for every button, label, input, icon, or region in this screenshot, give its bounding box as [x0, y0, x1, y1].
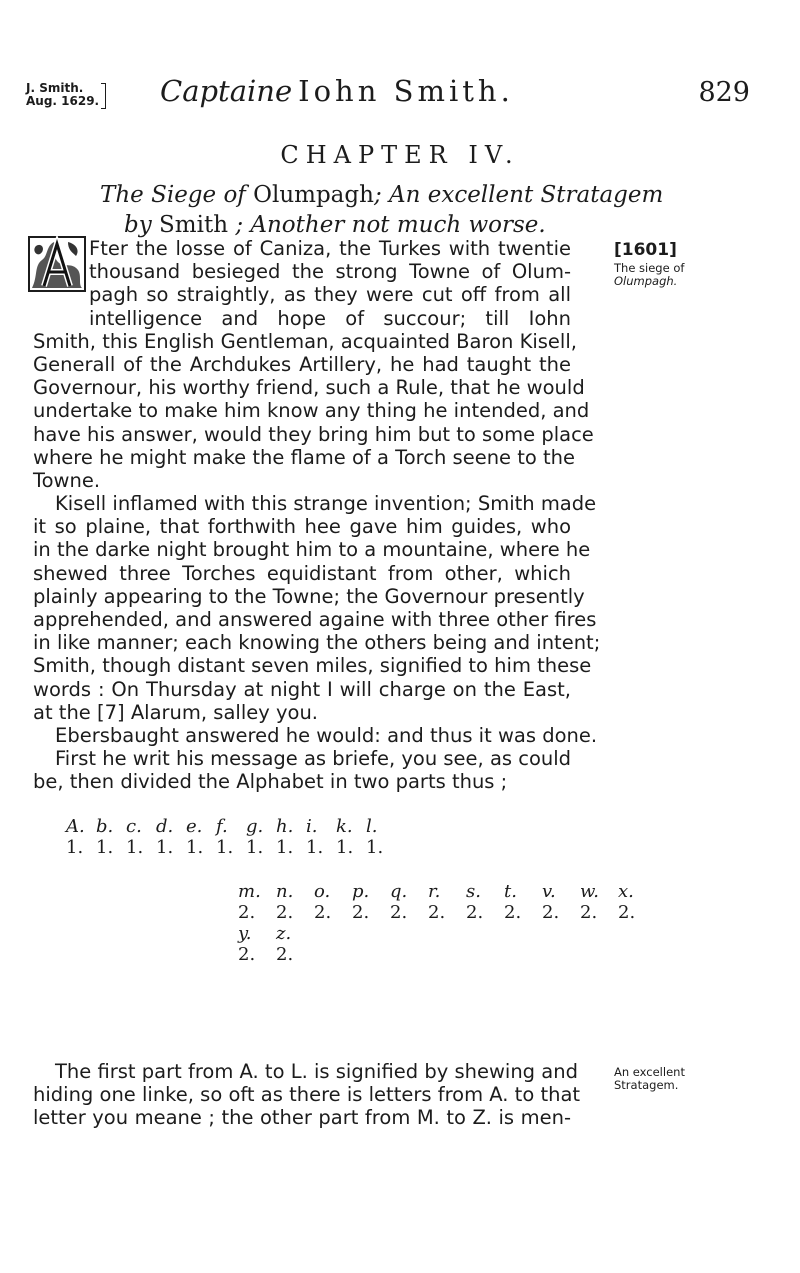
cipher-table-row-2 — [238, 881, 656, 965]
text-line: in like manner; each knowing the others being and intent; — [33, 631, 601, 655]
cipher-code: 2. — [580, 902, 598, 923]
cipher-letter: d. — [156, 816, 174, 837]
text-line: Smith, this English Gentleman, acquainted Baron Kisell, — [33, 329, 577, 353]
cipher-letters — [66, 816, 396, 837]
cipher-code: 1. — [336, 837, 354, 858]
subtitle-part: ; An excellent Stratagem — [373, 182, 664, 208]
cipher-code: 1. — [216, 837, 234, 858]
cipher-letter: v. — [542, 881, 556, 902]
cipher-codes — [238, 944, 656, 965]
subtitle-line-1 — [100, 182, 663, 208]
cipher-code: 2. — [352, 902, 370, 923]
cipher-letter: r. — [428, 881, 441, 902]
reference-line-2: Aug. 1629. — [26, 94, 100, 108]
text-line: it so plaine, that forthwith hee gave him guides, who — [33, 515, 571, 539]
text-line: pagh so straightly, as they were cut off from all — [89, 283, 571, 307]
paragraph-2 — [33, 492, 601, 794]
cipher-letters — [238, 881, 656, 902]
running-title-name: Iohn Smith. — [298, 74, 514, 108]
text-line: hiding one linke, so oft as there is letters from A. to that — [33, 1083, 581, 1107]
cipher-code: 1. — [366, 837, 384, 858]
cipher-letter: l. — [366, 816, 378, 837]
paragraph-3 — [33, 1060, 581, 1130]
text-line: Governour, his worthy friend, such a Rule, that he would — [33, 376, 585, 400]
text-line: Generall of the Archdukes Artillery, he had taught the — [33, 353, 571, 377]
cipher-letter: x. — [618, 881, 634, 902]
text-line: Ebersbaught answered he would: and thus it was done. — [55, 724, 598, 748]
cipher-code: 1. — [186, 837, 204, 858]
cipher-letter: h. — [276, 816, 294, 837]
cipher-code: 1. — [306, 837, 324, 858]
margin-note-line: The siege of — [614, 261, 685, 275]
cipher-letter: g. — [246, 816, 264, 837]
cipher-code: 1. — [156, 837, 174, 858]
cipher-codes — [238, 902, 656, 923]
text-line: shewed three Torches equidistant from other, which — [33, 561, 571, 585]
text-line: be, then divided the Alphabet in two parts thus ; — [33, 770, 508, 794]
text-line: where he might make the flame of a Torch seene to the — [33, 445, 576, 469]
cipher-letter: c. — [126, 816, 142, 837]
chronology-reference — [26, 82, 106, 108]
cipher-code: 2. — [428, 902, 446, 923]
cipher-code: 1. — [66, 837, 84, 858]
text-line: words : On Thursday at night I will charge on the East, — [33, 677, 571, 701]
subtitle-place: Olumpagh — [253, 182, 374, 208]
text-line: undertake to make him know any thing he intended, and — [33, 399, 590, 423]
text-line: letter you meane ; the other part from M. to Z. is men- — [33, 1106, 571, 1130]
margin-note-line: An excellent — [614, 1065, 685, 1079]
text-line: Kisell inflamed with this strange invention; Smith made — [55, 492, 597, 515]
subtitle-part: The Siege of — [100, 182, 246, 208]
cipher-letter: z. — [276, 923, 292, 944]
margin-year: [1601] — [614, 240, 677, 260]
text-line: thousand besieged the strong Towne of Olum- — [89, 260, 571, 284]
text-line: First he writ his message as briefe, you see, as could — [55, 747, 572, 771]
cipher-letter: q. — [390, 881, 408, 902]
margin-note-line: Olumpagh. — [614, 274, 678, 288]
cipher-letter: t. — [504, 881, 517, 902]
subtitle-line-2 — [100, 210, 700, 240]
cipher-code: 1. — [276, 837, 294, 858]
cipher-code: 2. — [238, 944, 256, 965]
running-title — [160, 74, 514, 108]
reference-line-1: J. Smith. — [26, 81, 84, 95]
text-line: at the [7] Alarum, salley you. — [33, 700, 318, 724]
running-title-italic: Captaine — [160, 74, 293, 108]
cipher-letter: o. — [314, 881, 331, 902]
cipher-letter: p. — [352, 881, 370, 902]
text-line: Smith, though distant seven miles, signified to him these — [33, 654, 592, 678]
cipher-code: 2. — [238, 902, 256, 923]
cipher-code: 2. — [276, 944, 294, 965]
cipher-letter: s. — [466, 881, 481, 902]
text-line: The first part from A. to L. is signified by shewing and — [55, 1060, 578, 1083]
margin-note-siege — [614, 262, 694, 288]
page-number: 829 — [698, 77, 750, 108]
cipher-code: 1. — [96, 837, 114, 858]
text-line: plainly appearing to the Towne; the Governour presently — [33, 584, 585, 608]
text-line: Towne. — [33, 469, 101, 493]
cipher-letter: k. — [336, 816, 353, 837]
cipher-code: 1. — [246, 837, 264, 858]
subtitle-name: Smith — [159, 212, 229, 238]
cipher-letter: f. — [216, 816, 228, 837]
cipher-code: 2. — [618, 902, 636, 923]
cipher-letter: n. — [276, 881, 294, 902]
cipher-letter: b. — [96, 816, 114, 837]
cipher-codes — [66, 837, 396, 858]
cipher-letter: e. — [186, 816, 203, 837]
cipher-letter: w. — [580, 881, 599, 902]
cipher-letter: i. — [306, 816, 318, 837]
cipher-letter: A. — [66, 816, 85, 837]
text-line: apprehended, and answered againe with three other fires — [33, 608, 597, 632]
cipher-code: 2. — [314, 902, 332, 923]
cipher-letter: m. — [238, 881, 261, 902]
cipher-code: 2. — [542, 902, 560, 923]
subtitle-part: by — [124, 212, 152, 238]
cipher-code: 2. — [504, 902, 522, 923]
cipher-table-row-1 — [66, 816, 396, 858]
text-line: have his answer, would they bring him but to some place — [33, 422, 594, 446]
margin-note-line: Stratagem. — [614, 1078, 679, 1092]
chapter-heading: CHAPTER IV. — [280, 141, 520, 169]
cipher-letter: y. — [238, 923, 252, 944]
margin-note-stratagem — [614, 1066, 694, 1092]
paragraph-1 — [33, 237, 594, 493]
text-line: Fter the losse of Caniza, the Turkes with twentie — [89, 237, 571, 260]
cipher-code: 2. — [466, 902, 484, 923]
bracket-mark — [101, 83, 106, 109]
text-line: intelligence and hope of succour; till Iohn — [89, 306, 571, 330]
subtitle-part: ; Another not much worse. — [235, 212, 546, 238]
cipher-code: 2. — [390, 902, 408, 923]
text-line: in the darke night brought him to a mountaine, where he — [33, 538, 591, 562]
cipher-letters — [238, 923, 656, 944]
cipher-code: 1. — [126, 837, 144, 858]
cipher-code: 2. — [276, 902, 294, 923]
chapter-subtitle — [100, 180, 700, 240]
